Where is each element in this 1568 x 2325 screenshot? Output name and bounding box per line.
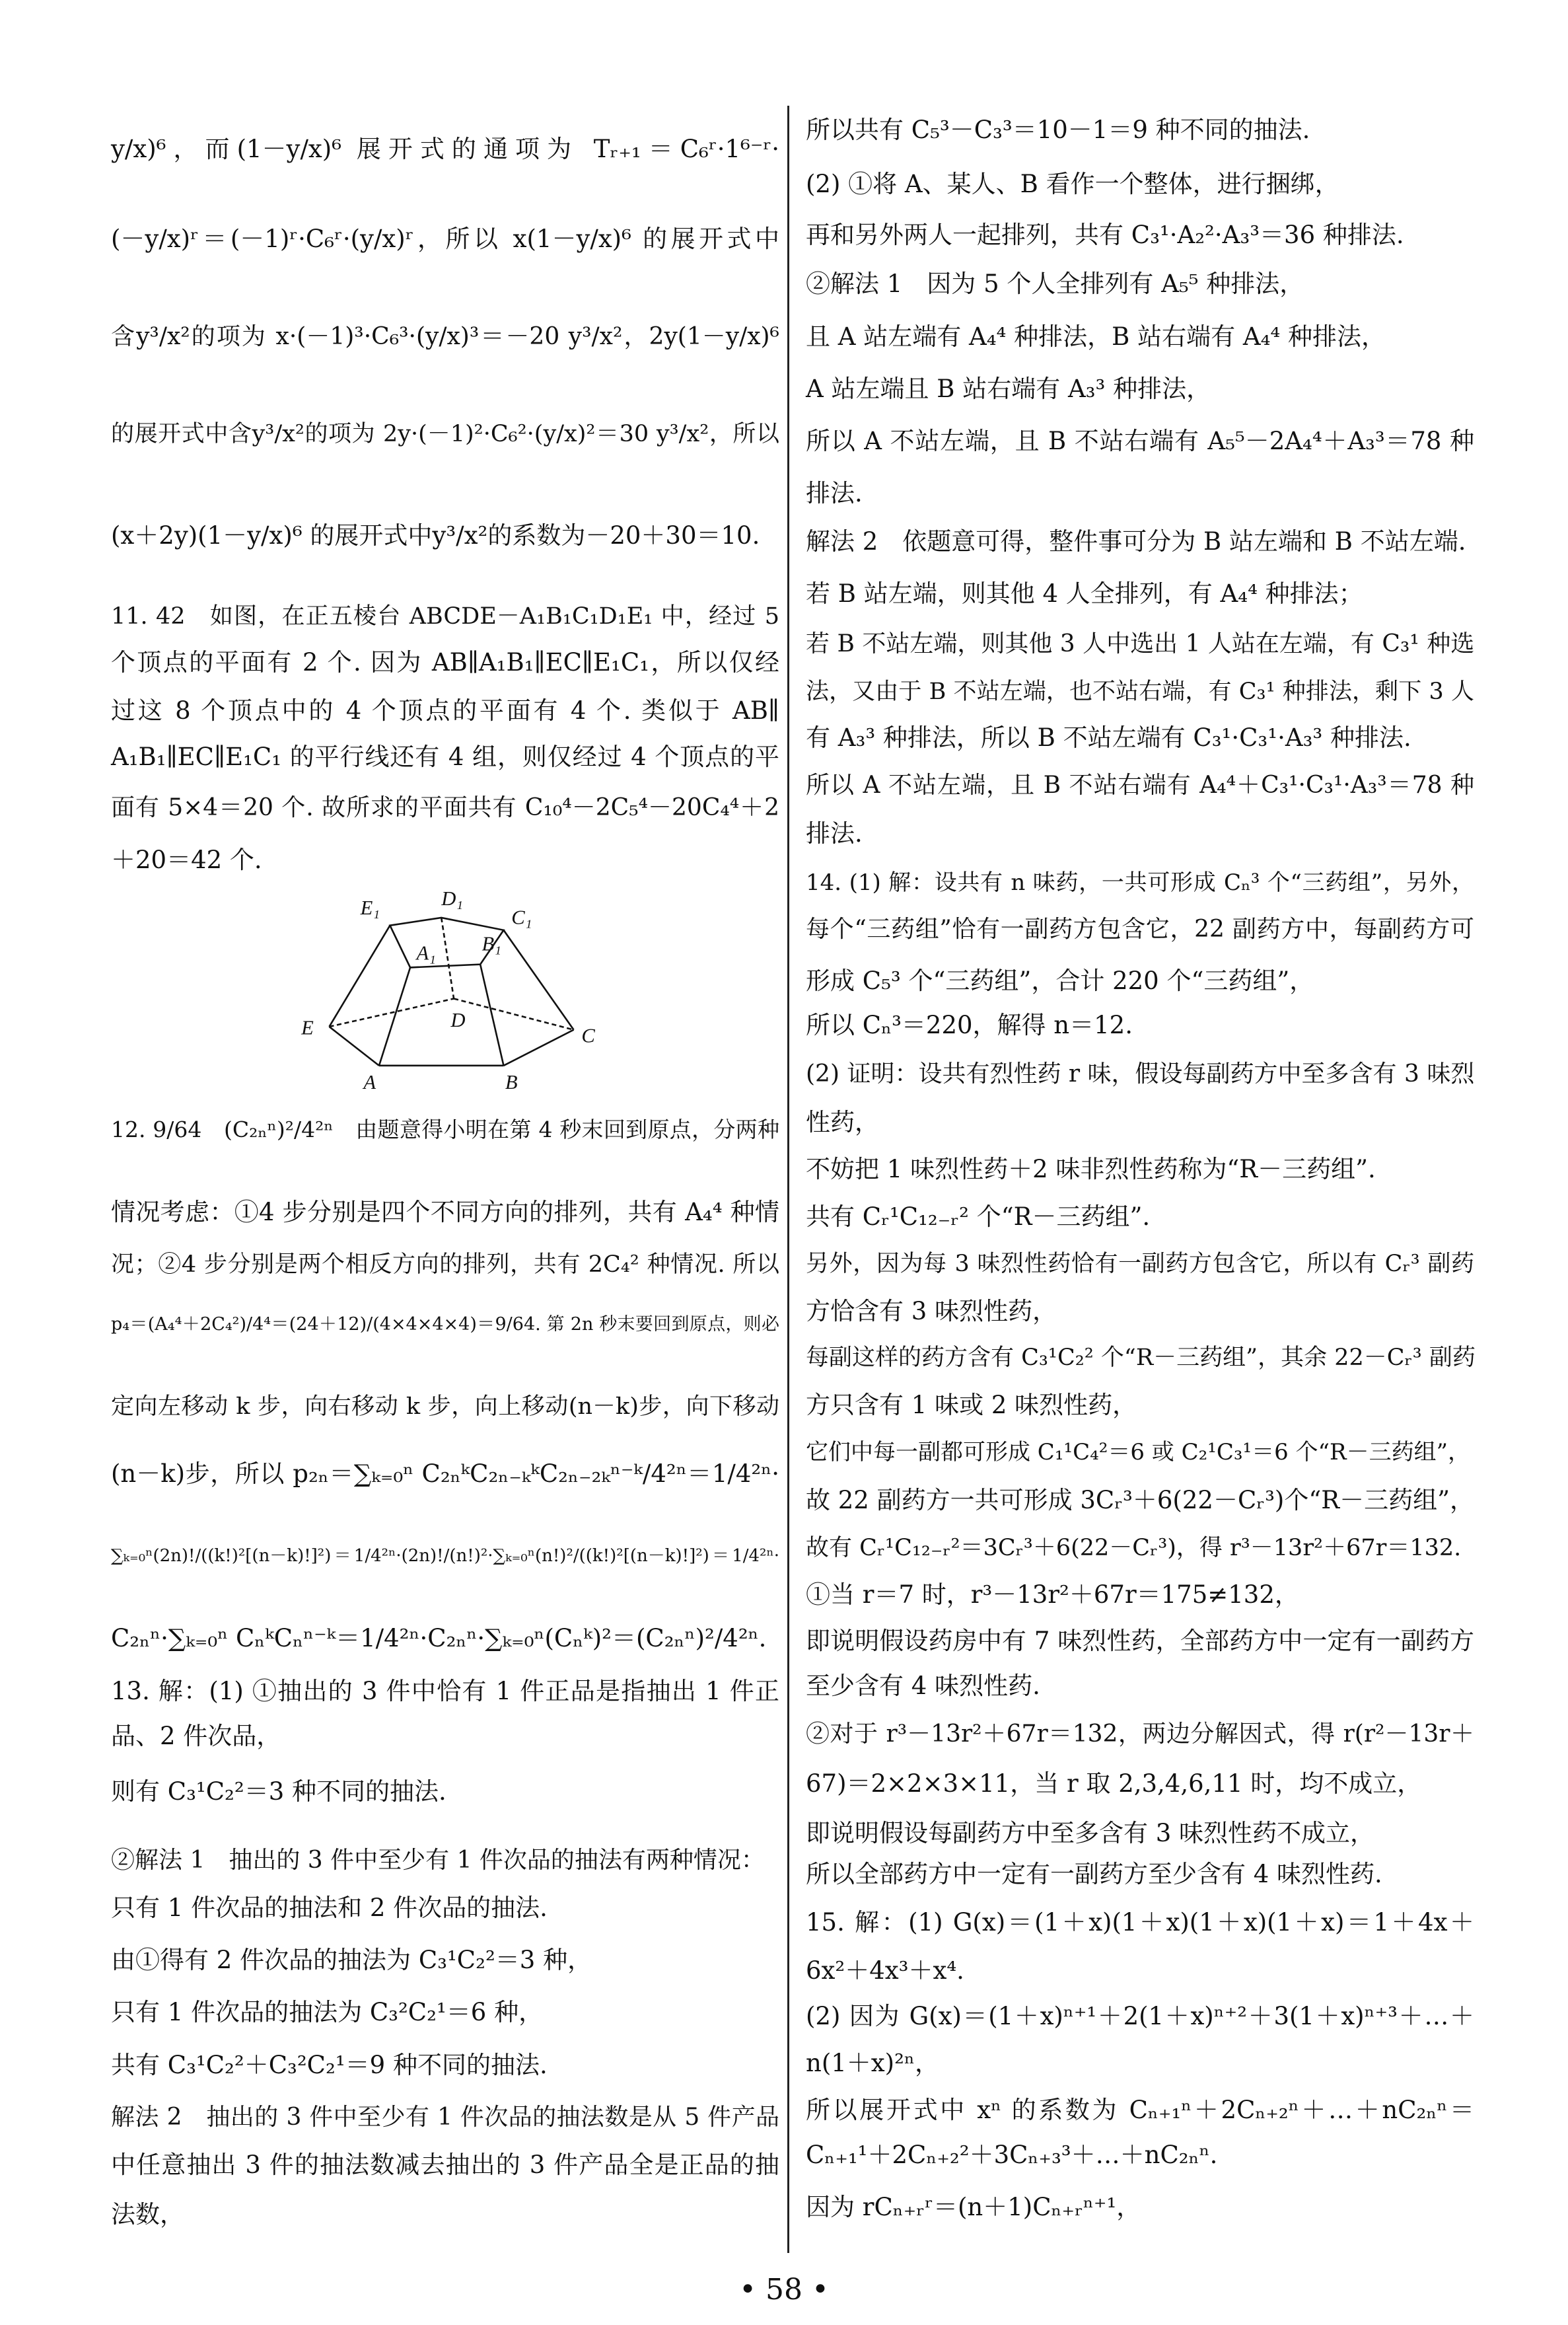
right-text-line: 至少含有 4 味烈性药.	[806, 1672, 1040, 1700]
left-text-line: 只有 1 件次品的抽法和 2 件次品的抽法.	[111, 1894, 548, 1922]
right-text-line: ②对于 r³－13r²＋67r＝132，两边分解因式，得 r(r²－13r＋	[806, 1720, 1474, 1748]
right-text-line: 所以共有 C₅³－C₃³＝10－1＝9 种不同的抽法.	[806, 116, 1310, 144]
right-text-line: n(1＋x)²ⁿ，	[806, 2049, 939, 2077]
label-D1: D₁	[441, 887, 463, 910]
right-text-line: 即说明假设每副药方中至多含有 3 味烈性药不成立，	[806, 1819, 1375, 1847]
right-text-line: 故 22 副药方一共可形成 3Cᵣ³＋6(22－Cᵣ³)个“R－三药组”，	[806, 1486, 1475, 1514]
right-text-line: 每副这样的药方含有 C₃¹C₂² 个“R－三药组”，其余 22－Cᵣ³ 副药	[806, 1345, 1476, 1371]
right-text-line: 方只含有 1 味或 2 味烈性药，	[806, 1391, 1137, 1419]
left-text-line: (x＋2y)(1－y/x)⁶ 的展开式中y³/x²的系数为－20＋30＝10.	[111, 521, 760, 550]
left-text-line: 由①得有 2 件次品的抽法为 C₃¹C₂²＝3 种，	[111, 1946, 592, 1974]
right-text-line: 若 B 站左端，则其他 4 人全排列，有 A₄⁴ 种排法；	[806, 579, 1363, 608]
label-B1: B₁	[481, 932, 501, 955]
right-text-line: 性药，	[806, 1108, 879, 1136]
right-text-line: 所以 A 不站左端，且 B 不站右端有 A₄⁴＋C₃¹·C₃¹·A₃³＝78 种	[806, 772, 1474, 799]
right-text-line: 若 B 不站左端，则其他 3 人中选出 1 人站在左端，有 C₃¹ 种选	[806, 630, 1475, 657]
left-text-line: ＋20＝42 个.	[111, 846, 262, 874]
left-text-line: 情况考虑：①4 步分别是四个不同方向的排列，共有 A₄⁴ 种情	[111, 1198, 779, 1226]
right-text-line: 方恰含有 3 味烈性药，	[806, 1297, 1057, 1325]
right-text-line: A 站左端且 B 站右端有 A₃³ 种排法，	[806, 375, 1211, 403]
left-text-line: p₄＝(A₄⁴＋2C₄²)/4⁴＝(24＋12)/(4×4×4×4)＝9/64. 第 2n 秒末要回到原点，则必	[111, 1314, 779, 1335]
page-number: • 58 •	[739, 2273, 829, 2307]
right-text-line: 所以 A 不站左端，且 B 不站右端有 A₅⁵－2A₄⁴＋A₃³＝78 种	[806, 427, 1474, 455]
left-text-line: 品、2 件次品，	[111, 1722, 281, 1750]
right-text-line: (2) 证明：设共有烈性药 r 味，假设每副药方中至多含有 3 味烈	[806, 1060, 1475, 1088]
right-text-line: 15. 解：(1) G(x)＝(1＋x)(1＋x)(1＋x)(1＋x)＝1＋4x＋	[806, 1908, 1474, 1937]
column-divider	[787, 106, 789, 2253]
right-text-line: 所以全部药方中一定有一副药方至少含有 4 味烈性药.	[806, 1860, 1382, 1888]
right-text-line: 即说明假设药房中有 7 味烈性药，全部药方中一定有一副药方	[806, 1627, 1474, 1655]
right-text-line: 排法.	[806, 819, 863, 848]
left-text-line: 法数，	[111, 2200, 184, 2229]
right-text-line: 排法.	[806, 479, 863, 507]
right-text-line: (2) 因为 G(x)＝(1＋x)ⁿ⁺¹＋2(1＋x)ⁿ⁺²＋3(1＋x)ⁿ⁺³＋…＋	[806, 2002, 1474, 2030]
right-text-line: 法，又由于 B 不站左端，也不站右端，有 C₃¹ 种排法，剩下 3 人	[806, 679, 1474, 705]
left-text-line: C₂ₙⁿ·∑ₖ₌₀ⁿ CₙᵏCₙⁿ⁻ᵏ＝1/4²ⁿ·C₂ₙⁿ·∑ₖ₌₀ⁿ(Cₙᵏ)²＝(C₂ₙⁿ)²/4²ⁿ.	[111, 1624, 767, 1652]
left-text-line: (－y/x)ʳ＝(－1)ʳ·C₆ʳ·(y/x)ʳ，所以 x(1－y/x)⁶ 的展开式中	[111, 225, 779, 253]
left-text-line: 个顶点的平面有 2 个. 因为 AB∥A₁B₁∥EC∥E₁C₁，所以仅经	[111, 648, 779, 677]
right-text-line: 每个“三药组”恰有一副药方包含它，22 副药方中，每副药方可	[806, 916, 1474, 943]
left-text-line: 面有 5×4＝20 个. 故所求的平面共有 C₁₀⁴－2C₅⁴－20C₄⁴＋2	[111, 794, 779, 821]
left-text-line: A₁B₁∥EC∥E₁C₁ 的平行线还有 4 组，则仅经过 4 个顶点的平	[111, 743, 779, 771]
right-text-line: ①当 r＝7 时，r³－13r²＋67r＝175≠132，	[806, 1580, 1299, 1609]
label-D: D	[450, 1008, 466, 1031]
left-text-line: 中任意抽出 3 件的抽法数减去抽出的 3 件产品全是正品的抽	[111, 2151, 779, 2179]
label-C1: C₁	[511, 906, 532, 929]
label-E1: E₁	[360, 897, 380, 920]
left-text-line: 12. 9/64 (C₂ₙⁿ)²/4²ⁿ 由题意得小明在第 4 秒末回到原点，分两种	[111, 1117, 779, 1142]
left-text-line: 的展开式中含y³/x²的项为 2y·(－1)²·C₆²·(y/x)²＝30 y³/x²，所以	[111, 421, 779, 447]
left-text-line: 共有 C₃¹C₂²＋C₃²C₂¹＝9 种不同的抽法.	[111, 2051, 548, 2079]
left-text-line: 只有 1 件次品的抽法为 C₃²C₂¹＝6 种，	[111, 1998, 544, 2026]
right-text-line: 形成 C₅³ 个“三药组”，合计 220 个“三药组”，	[806, 967, 1314, 995]
right-text-line: 有 A₃³ 种排法，所以 B 不站左端有 C₃¹·C₃¹·A₃³ 种排法.	[806, 723, 1411, 752]
right-text-line: ②解法 1 因为 5 个人全排列有 A₅⁵ 种排法，	[806, 270, 1304, 298]
right-text-line: 它们中每一副都可形成 C₁¹C₄²＝6 或 C₂¹C₃¹＝6 个“R－三药组”，	[806, 1439, 1470, 1465]
right-text-line: 故有 Cᵣ¹C₁₂₋ᵣ²＝3Cᵣ³＋6(22－Cᵣ³)，得 r³－13r²＋67r＝132.	[806, 1535, 1462, 1561]
right-text-line: 再和另外两人一起排列，共有 C₃¹·A₂²·A₃³＝36 种排法.	[806, 221, 1404, 249]
right-text-line: 因为 rCₙ₊ᵣʳ＝(n＋1)Cₙ₊ᵣⁿ⁺¹，	[806, 2193, 1141, 2221]
left-text-line: 11. 42 如图，在正五棱台 ABCDE－A₁B₁C₁D₁E₁ 中，经过 5	[111, 603, 779, 630]
right-text-line: (2) ①将 A、某人、B 看作一个整体，进行捆绑，	[806, 170, 1339, 198]
label-A: A	[363, 1071, 376, 1094]
right-text-line: 不妨把 1 味烈性药＋2 味非烈性药称为“R－三药组”.	[806, 1155, 1376, 1183]
left-text-line: y/x)⁶，而(1－y/x)⁶ 展开式的通项为 Tᵣ₊₁＝C₆ʳ·1⁶⁻ʳ·	[111, 135, 779, 163]
right-text-line: 且 A 站左端有 A₄⁴ 种排法，B 站右端有 A₄⁴ 种排法，	[806, 322, 1386, 351]
right-text-line: 6x²＋4x³＋x⁴.	[806, 1956, 964, 1985]
label-A1: A₁	[416, 941, 436, 965]
right-text-line: 67)＝2×2×3×11，当 r 取 2,3,4,6,11 时，均不成立，	[806, 1769, 1422, 1798]
right-text-line: 所以 Cₙ³＝220，解得 n＝12.	[806, 1011, 1133, 1039]
left-text-line: 过这 8 个顶点中的 4 个顶点的平面有 4 个. 类似于 AB∥	[111, 696, 779, 725]
left-text-line: 定向左移动 k 步，向右移动 k 步，向上移动(n－k)步，向下移动	[111, 1393, 779, 1420]
label-E: E	[301, 1016, 314, 1039]
right-text-line: 解法 2 依题意可得，整件事可分为 B 站左端和 B 不站左端.	[806, 527, 1466, 556]
left-text-line: 况；②4 步分别是两个相反方向的排列，共有 2C₄² 种情况. 所以	[111, 1251, 779, 1278]
right-text-line: 共有 Cᵣ¹C₁₂₋ᵣ² 个“R－三药组”.	[806, 1202, 1151, 1231]
right-text-line: 所以展开式中 xⁿ 的系数为 Cₙ₊₁ⁿ＋2Cₙ₊₂ⁿ＋…＋nC₂ₙⁿ＝	[806, 2096, 1474, 2124]
left-text-line: ②解法 1 抽出的 3 件中至少有 1 件次品的抽法有两种情况：	[111, 1847, 765, 1874]
left-text-line: 13. 解：(1) ①抽出的 3 件中恰有 1 件正品是指抽出 1 件正	[111, 1677, 779, 1705]
left-text-line: 解法 2 抽出的 3 件中至少有 1 件次品的抽法数是从 5 件产品	[111, 2104, 779, 2131]
right-text-line: Cₙ₊₁¹＋2Cₙ₊₂²＋3Cₙ₊₃³＋…＋nC₂ₙⁿ.	[806, 2141, 1218, 2169]
right-text-line: 另外，因为每 3 味烈性药恰有一副药方包含它，所以有 Cᵣ³ 副药	[806, 1251, 1474, 1277]
left-text-line: 含y³/x²的项为 x·(－1)³·C₆³·(y/x)³＝－20 y³/x²，2y(1－y/x)⁶	[111, 323, 779, 350]
frustum-figure	[284, 879, 614, 1097]
label-C: C	[581, 1024, 595, 1047]
left-text-line: ∑ₖ₌₀ⁿ(2n)!/((k!)²[(n－k)!]²)＝1/4²ⁿ·(2n)!/(n!)²·∑ₖ₌₀ⁿ(n!)²/((k!)²[(n－k)!]²)＝1/4²ⁿ·	[111, 1546, 779, 1566]
label-B: B	[505, 1071, 518, 1094]
left-text-line: (n－k)步，所以 p₂ₙ＝∑ₖ₌₀ⁿ C₂ₙᵏC₂ₙ₋ₖᵏC₂ₙ₋₂ₖⁿ⁻ᵏ/4²ⁿ＝1/4²ⁿ·	[111, 1459, 779, 1488]
left-text-line: 则有 C₃¹C₂²＝3 种不同的抽法.	[111, 1777, 446, 1806]
right-text-line: 14. (1) 解：设共有 n 味药，一共可形成 Cₙ³ 个“三药组”，另外，	[806, 869, 1474, 896]
